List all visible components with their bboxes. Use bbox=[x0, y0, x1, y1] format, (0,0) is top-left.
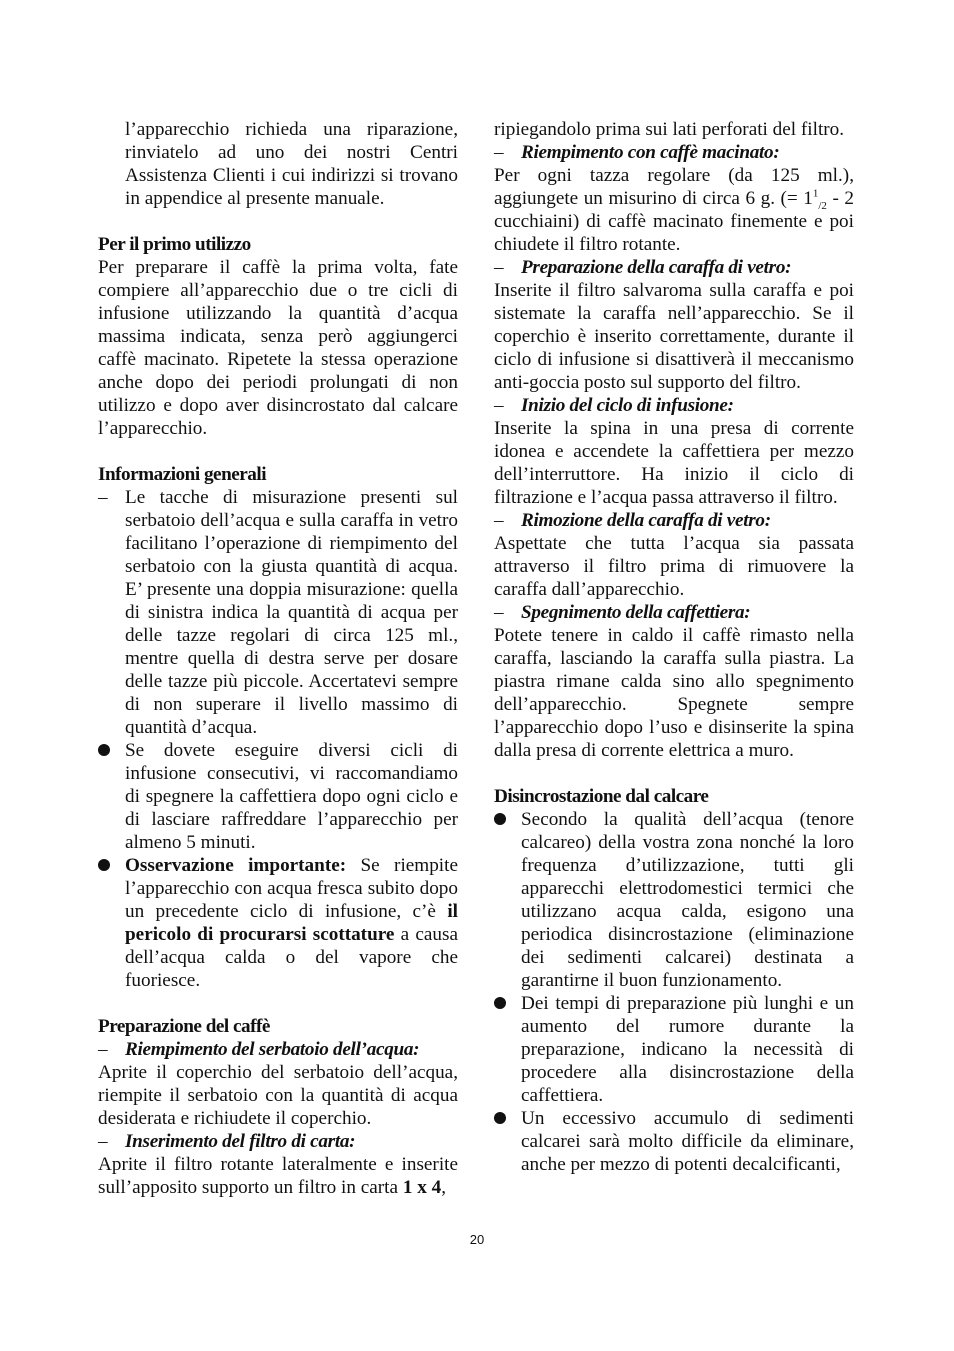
left-column bbox=[98, 118, 458, 1199]
paragraph-text: Aprite il filtro rotante lateralmente e inserite sull’apposito supporto un filtro in carta bbox=[98, 1154, 458, 1198]
subheading bbox=[494, 601, 854, 624]
paragraph: Aprite il coperchio del serbatoio dell’acqua, riempite il serbatoio con la quantità di acqua desiderata e richiudete il coperchio. bbox=[98, 1062, 458, 1129]
bullet-icon bbox=[98, 854, 125, 877]
subheading-text: Rimozione della caraffa di vetro: bbox=[521, 510, 771, 531]
list-item bbox=[98, 739, 458, 854]
paragraph: Potete tenere in caldo il caffè rimasto nella caraffa, lasciando la caraffa sulla piastra. La piastra rimane calda sino allo spegnimento dell’apparecchio. Spegnete sempre l’apparecchio dopo l’uso e disinserite la spina dalla presa di corrente elettrica a muro. bbox=[494, 625, 854, 761]
section-heading-preparazione: Preparazione del caffè bbox=[98, 1016, 270, 1037]
subheading bbox=[98, 1130, 458, 1153]
subheading bbox=[494, 394, 854, 417]
bullet-icon bbox=[494, 1107, 521, 1130]
fraction-numerator: 1 bbox=[812, 187, 819, 200]
important-note-label: Osservazione importante: bbox=[125, 855, 347, 876]
paragraph-text: , bbox=[441, 1177, 446, 1198]
paragraph-text: Per ogni tazza regolare (da 125 ml.), aggiungete un misurino di circa 6 g. (= 1 bbox=[494, 165, 854, 209]
list-item-text: Le tacche di misurazione presenti sul serbatoio dell’acqua e sulla caraffa in vetro facilitano l’operazione di riempimento del serbatoio con la giusta quantità di acqua. E’ presente una doppia misurazione: quella di sinistra indica la quantità di acqua per delle tazze regolari di circa 125 ml., mentre quella di destra serve per dosare delle tazze più piccole. Accertatevi sempre di non superare il livello massimo di quantità d’acqua. bbox=[125, 487, 458, 738]
dash-marker: – bbox=[494, 602, 504, 623]
dash-marker: – bbox=[494, 510, 504, 531]
subheading bbox=[98, 1038, 458, 1061]
list-item bbox=[98, 854, 458, 992]
list-item bbox=[494, 992, 854, 1107]
page-number: 20 bbox=[469, 1232, 485, 1247]
section-heading-disincrostazione: Disincrostazione dal calcare bbox=[494, 786, 709, 807]
list-item-text: a causa dell’acqua calda o del vapore che fuoriesce. bbox=[125, 924, 458, 991]
paragraph bbox=[494, 164, 854, 256]
dash-marker: – bbox=[494, 142, 504, 163]
list-item-text: Dei tempi di preparazione più lunghi e un aumento del rumore durante la preparazione, indicano la necessità di procedere alla disincrostazione della caffettiera. bbox=[521, 993, 854, 1106]
dash-marker: – bbox=[494, 395, 504, 416]
paragraph: Inserite il filtro salvaroma sulla caraffa e poi sistemate la caraffa nell’apparecchio. Se il coperchio è inserito correttamente, durante il ciclo di infusione si disattiverà il meccanismo anti-goccia posto sul supporto del filtro. bbox=[494, 280, 854, 393]
list-item-text: Secondo la qualità dell’acqua (tenore calcareo) della vostra zona nonché la loro frequenza d’utilizzazione, tutti gli apparecchi elettrodomestici termici che utilizzano acqua calda, esigono una periodica disincrostazione (eliminazione dei sedimenti calcarei) destinata a garantirne il buon funzionamento. bbox=[521, 809, 854, 991]
bullet-icon bbox=[98, 739, 125, 762]
continued-paragraph: l’apparecchio richieda una riparazione, rinviatelo ad uno dei nostri Centri Assistenza Clienti i cui indirizzi si trovano in appendice al presente manuale. bbox=[125, 119, 458, 209]
section-heading-primo-utilizzo: Per il primo utilizzo bbox=[98, 234, 251, 255]
paragraph-text: - 2 cucchiaini) di caffè macinato finemente e poi chiudete il filtro rotante. bbox=[494, 188, 854, 255]
subheading bbox=[494, 509, 854, 532]
list-item bbox=[98, 486, 458, 739]
dash-marker: – bbox=[98, 1131, 108, 1152]
list-item-text: Se dovete eseguire diversi cicli di infusione consecutivi, vi raccomandiamo di spegnere la caffettiera dopo ogni ciclo e di lasciare raffreddare l’apparecchio per almeno 5 minuti. bbox=[125, 740, 458, 853]
section-heading-informazioni: Informazioni generali bbox=[98, 464, 267, 485]
list-item-text: Un eccessivo accumulo di sedimenti calcarei sarà molto difficile da eliminare, anche per mezzo di potenti decalcificanti, bbox=[521, 1108, 854, 1175]
fraction-denominator: /2 bbox=[818, 199, 827, 212]
bullet-icon bbox=[494, 808, 521, 831]
subheading-text: Inizio del ciclo di infusione: bbox=[521, 395, 734, 416]
paragraph: Aspettate che tutta l’acqua sia passata attraverso il filtro prima di rimuovere la caraffa dall’apparecchio. bbox=[494, 533, 854, 600]
list-item bbox=[494, 808, 854, 992]
paragraph: Inserite la spina in una presa di corrente idonea e accendete la caffettiera per mezzo dell’interruttore. Ha inizio il ciclo di filtrazione e l’acqua passa attraverso il filtro. bbox=[494, 418, 854, 508]
list-item-text: Se riempite l’apparecchio con acqua fresca subito dopo un precedente ciclo di infusione, c’è bbox=[125, 855, 458, 922]
subheading-text: Spegnimento della caffettiera: bbox=[521, 602, 751, 623]
subheading bbox=[494, 141, 854, 164]
subheading-text: Riempimento del serbatoio dell’acqua: bbox=[125, 1039, 420, 1060]
filter-size: 1 x 4 bbox=[402, 1177, 442, 1198]
paragraph bbox=[98, 1153, 458, 1199]
list-item bbox=[494, 1107, 854, 1176]
bullet-icon bbox=[494, 992, 521, 1015]
paragraph-primo-utilizzo: Per preparare il caffè la prima volta, fate compiere all’apparecchio due o tre cicli di infusione utilizzando la quantità d’acqua massima indicata, senza però aggiungerci caffè macinato. Ripetete la stessa operazione anche dopo dei periodi prolungati di non utilizzo e dopo aver disincrostato dal calcare l’apparecchio. bbox=[98, 257, 458, 439]
dash-marker: – bbox=[98, 1039, 108, 1060]
continued-paragraph: ripiegandolo prima sui lati perforati del filtro. bbox=[494, 119, 845, 140]
subheading-text: Riempimento con caffè macinato: bbox=[521, 142, 780, 163]
subheading-text: Preparazione della caraffa di vetro: bbox=[521, 257, 792, 278]
dash-marker: – bbox=[494, 257, 504, 278]
warning-text: il pericolo di procurarsi scottature bbox=[125, 901, 458, 945]
subheading-text: Inserimento del filtro di carta: bbox=[125, 1131, 356, 1152]
right-column bbox=[494, 118, 854, 1176]
dash-marker: – bbox=[98, 487, 108, 508]
subheading bbox=[494, 256, 854, 279]
